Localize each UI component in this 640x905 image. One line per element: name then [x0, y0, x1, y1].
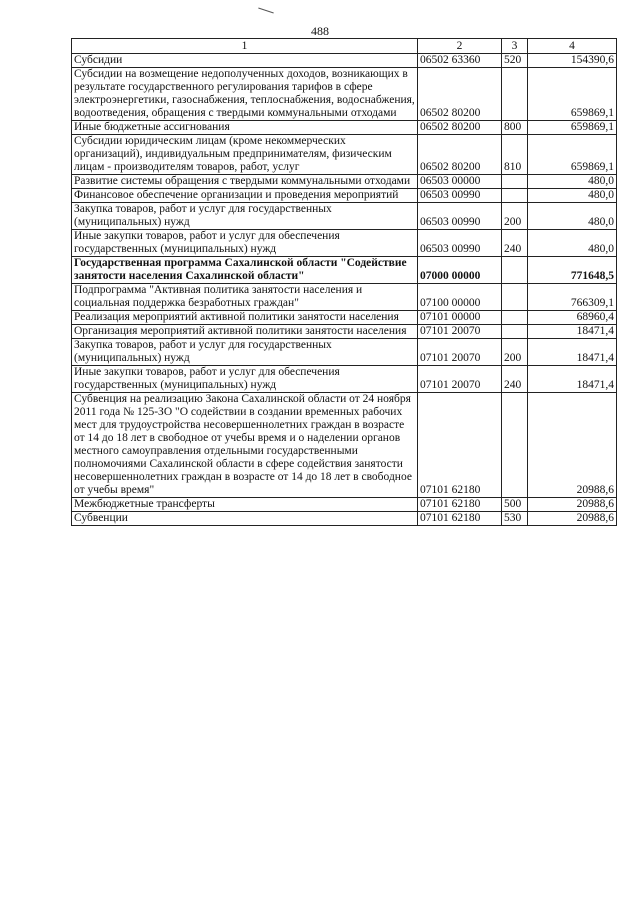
row-code: 07000 00000	[418, 257, 502, 284]
scan-mark	[258, 8, 274, 14]
row-type: 240	[502, 230, 528, 257]
row-code: 06503 00000	[418, 175, 502, 189]
table-row	[72, 325, 617, 339]
table-row	[72, 121, 617, 135]
row-name: Субсидии на возмещение недополученных доходов, возникающих в результате государственного регулирования тарифов в сфере электроэнергетики, газоснабжения, теплоснабжения, водоснабжения, водоотведения, обращения с твердыми коммунальными отходами	[72, 68, 418, 121]
row-amount: 20988,6	[528, 512, 617, 526]
table-row	[72, 189, 617, 203]
header-col-3: 3	[502, 39, 528, 54]
row-code: 07101 00000	[418, 311, 502, 325]
row-type: 200	[502, 339, 528, 366]
table-row	[72, 393, 617, 498]
row-type: 240	[502, 366, 528, 393]
row-amount: 154390,6	[528, 54, 617, 68]
row-amount: 20988,6	[528, 498, 617, 512]
table-row	[72, 284, 617, 311]
header-col-4: 4	[528, 39, 617, 54]
row-type	[502, 284, 528, 311]
row-amount: 659869,1	[528, 135, 617, 175]
table-row	[72, 498, 617, 512]
header-col-1: 1	[72, 39, 418, 54]
row-amount: 659869,1	[528, 68, 617, 121]
row-amount: 480,0	[528, 175, 617, 189]
row-type	[502, 311, 528, 325]
row-type	[502, 257, 528, 284]
row-name: Субвенция на реализацию Закона Сахалинской области от 24 ноября 2011 года № 125-ЗО "О содействии в создании временных рабочих мест для трудоустройства несовершеннолетних граждан в возрасте от 14 до 18 лет в свободное от учебы время и о наделении органов местного самоуправления отдельными государственными полномочиями Сахалинской области в сфере содействия занятости несовершеннолетних граждан в возрасте от 14 до 18 лет в свободное от учебы время"	[72, 393, 418, 498]
table-row	[72, 54, 617, 68]
table-row	[72, 203, 617, 230]
table-row	[72, 339, 617, 366]
row-code: 07101 20070	[418, 366, 502, 393]
row-code: 06502 80200	[418, 121, 502, 135]
table-row	[72, 135, 617, 175]
row-name: Закупка товаров, работ и услуг для государственных (муниципальных) нужд	[72, 203, 418, 230]
row-amount: 480,0	[528, 230, 617, 257]
row-code: 07101 20070	[418, 339, 502, 366]
table-row	[72, 230, 617, 257]
row-code: 06502 63360	[418, 54, 502, 68]
row-amount: 18471,4	[528, 325, 617, 339]
row-code: 06503 00990	[418, 203, 502, 230]
row-name: Иные бюджетные ассигнования	[72, 121, 418, 135]
row-type	[502, 393, 528, 498]
row-name: Закупка товаров, работ и услуг для государственных (муниципальных) нужд	[72, 339, 418, 366]
header-col-2: 2	[418, 39, 502, 54]
table-row	[72, 366, 617, 393]
row-amount: 659869,1	[528, 121, 617, 135]
row-amount: 68960,4	[528, 311, 617, 325]
row-type: 800	[502, 121, 528, 135]
row-type	[502, 325, 528, 339]
row-code: 07101 62180	[418, 512, 502, 526]
row-name: Развитие системы обращения с твердыми коммунальными отходами	[72, 175, 418, 189]
row-name: Организация мероприятий активной политики занятости населения	[72, 325, 418, 339]
row-name: Финансовое обеспечение организации и проведения мероприятий	[72, 189, 418, 203]
row-amount: 766309,1	[528, 284, 617, 311]
row-name: Иные закупки товаров, работ и услуг для обеспечения государственных (муниципальных) нужд	[72, 366, 418, 393]
row-amount: 18471,4	[528, 339, 617, 366]
row-type: 200	[502, 203, 528, 230]
row-type	[502, 175, 528, 189]
row-code: 07101 20070	[418, 325, 502, 339]
row-amount: 771648,5	[528, 257, 617, 284]
table-row	[72, 257, 617, 284]
table-row	[72, 175, 617, 189]
page-number: 488	[311, 24, 329, 38]
row-name: Субсидии	[72, 54, 418, 68]
table-row	[72, 311, 617, 325]
row-name: Подпрограмма "Активная политика занятости населения и социальная поддержка безработных граждан"	[72, 284, 418, 311]
row-amount: 20988,6	[528, 393, 617, 498]
row-code: 06502 80200	[418, 135, 502, 175]
row-code: 07101 62180	[418, 498, 502, 512]
table-row	[72, 68, 617, 121]
row-code: 06503 00990	[418, 189, 502, 203]
row-code: 06503 00990	[418, 230, 502, 257]
header-row	[72, 39, 617, 54]
row-code: 07101 62180	[418, 393, 502, 498]
row-name: Иные закупки товаров, работ и услуг для обеспечения государственных (муниципальных) нужд	[72, 230, 418, 257]
row-name: Субвенции	[72, 512, 418, 526]
budget-table	[71, 38, 617, 526]
row-amount: 480,0	[528, 189, 617, 203]
row-type: 500	[502, 498, 528, 512]
row-name: Государственная программа Сахалинской области "Содействие занятости населения Сахалинской области"	[72, 257, 418, 284]
row-type: 530	[502, 512, 528, 526]
row-type	[502, 68, 528, 121]
row-code: 07100 00000	[418, 284, 502, 311]
row-name: Реализация мероприятий активной политики занятости населения	[72, 311, 418, 325]
row-type	[502, 189, 528, 203]
table-row	[72, 512, 617, 526]
row-amount: 480,0	[528, 203, 617, 230]
row-name: Межбюджетные трансферты	[72, 498, 418, 512]
row-name: Субсидии юридическим лицам (кроме некоммерческих организаций), индивидуальным предпринимателям, физическим лицам - производителям товаров, работ, услуг	[72, 135, 418, 175]
row-type: 810	[502, 135, 528, 175]
row-code: 06502 80200	[418, 68, 502, 121]
row-type: 520	[502, 54, 528, 68]
row-amount: 18471,4	[528, 366, 617, 393]
